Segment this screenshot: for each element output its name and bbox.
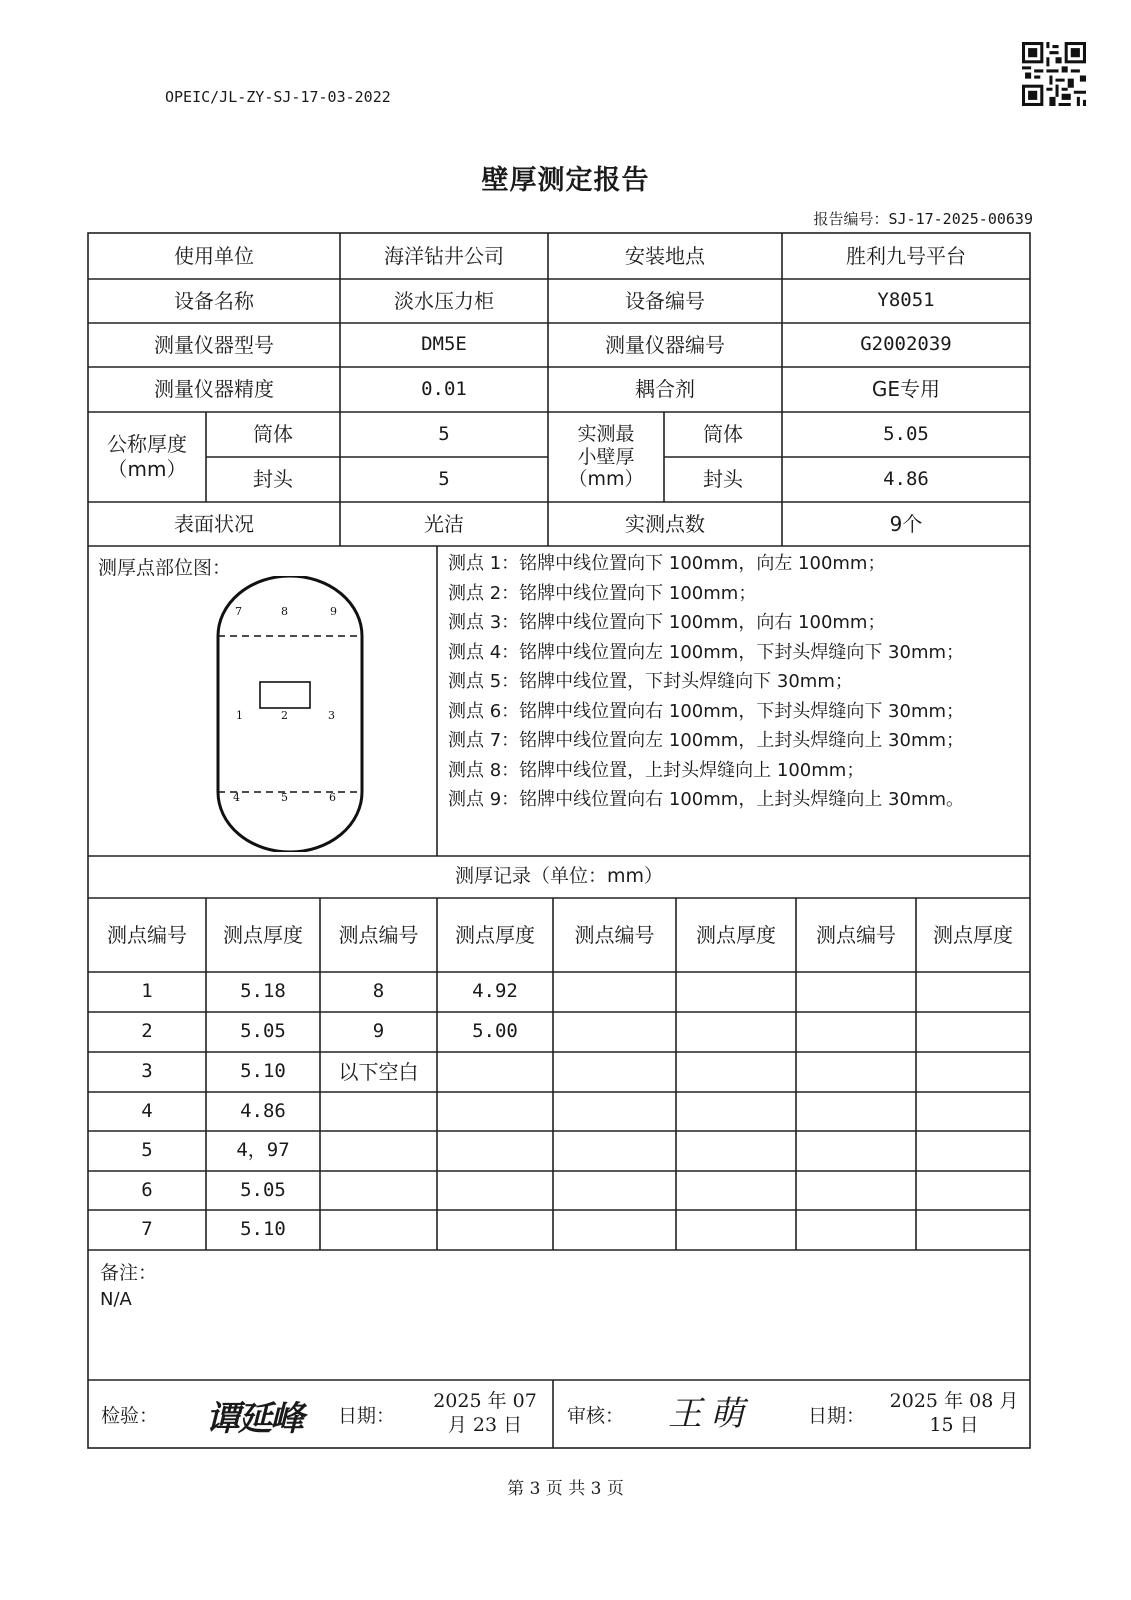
count-label: 实测点数: [625, 511, 705, 536]
table-cell: [916, 1052, 1030, 1092]
equipment-no-label: 设备编号: [625, 288, 705, 313]
table-cell: [553, 1052, 676, 1092]
table-cell: [437, 1092, 553, 1131]
inspect-date-line1: 2025 年 07: [433, 1390, 537, 1413]
equipment-value: 淡水压力柜: [394, 288, 494, 313]
point-description: 测点 2：铭牌中线位置向下 100mm；: [448, 582, 757, 604]
surface-label: 表面状况: [174, 511, 254, 536]
table-cell: 5.10: [240, 1060, 286, 1083]
report-number-label: 报告编号：: [813, 210, 889, 228]
point-2-marker: 2: [281, 709, 288, 722]
table-cell: [437, 1052, 553, 1092]
table-cell: [796, 1012, 916, 1052]
inspector-signature: 谭延峰: [206, 1399, 302, 1439]
table-cell: [916, 1131, 1030, 1171]
precision-label: 测量仪器精度: [154, 377, 274, 401]
table-header-cell: 测点厚度: [933, 922, 1013, 947]
min-head-value: 4.86: [883, 467, 929, 490]
review-date-line1: 2025 年 08 月: [889, 1390, 1019, 1413]
table-cell: 3: [141, 1060, 153, 1083]
point-6-marker: 6: [329, 791, 336, 804]
table-cell: 7: [141, 1218, 153, 1241]
record-title: 测厚记录（单位：mm）: [454, 865, 664, 888]
point-3-marker: 3: [328, 709, 335, 722]
min-label-line3: （mm）: [568, 468, 644, 491]
table-cell: [796, 1171, 916, 1210]
table-cell: [916, 1210, 1030, 1250]
table-cell: 2: [141, 1020, 153, 1043]
table-cell: [796, 1210, 916, 1250]
table-cell: 9: [372, 1020, 385, 1043]
table-cell: [437, 1171, 553, 1210]
table-cell: [676, 1171, 796, 1210]
instrument-model-value: DM5E: [421, 333, 467, 356]
document-code: OPEIC/JL-ZY-SJ-17-03-2022: [165, 88, 391, 106]
point-9-marker: 9: [330, 605, 337, 618]
table-header-cell: 测点编号: [574, 922, 655, 947]
nominal-head-value: 5: [438, 467, 450, 490]
couplant-label: 耦合剂: [635, 377, 695, 401]
point-5-marker: 5: [281, 791, 288, 804]
table-cell: [553, 1131, 676, 1171]
table-header-cell: 测点编号: [338, 922, 419, 947]
table-cell: 8: [372, 980, 385, 1003]
review-date-label: 日期：: [808, 1405, 866, 1427]
table-cell: [676, 1052, 796, 1092]
inspect-date-line2: 月 23 日: [447, 1414, 523, 1436]
diagram-label: 测厚点部位图：: [98, 557, 232, 579]
table-cell: 1: [141, 980, 153, 1003]
table-cell: 4.92: [472, 980, 518, 1003]
table-cell: 5.10: [240, 1218, 286, 1241]
table-cell: [916, 972, 1030, 1012]
reviewer-signature: 王萌: [668, 1394, 752, 1434]
table-cell: [676, 1210, 796, 1250]
point-8-marker: 8: [281, 605, 288, 618]
nominal-head-label: 封头: [253, 467, 293, 491]
table-cell: [676, 972, 796, 1012]
point-description: 测点 1：铭牌中线位置向下 100mm，向左 100mm；: [448, 553, 886, 574]
nameplate: [260, 682, 310, 708]
inspect-date: [420, 1382, 550, 1446]
point-description: 测点 6：铭牌中线位置向右 100mm，下封头焊缝向下 30mm；: [448, 700, 965, 722]
min-label-line1: 实测最: [577, 422, 635, 445]
table-cell: [916, 1012, 1030, 1052]
precision-value: 0.01: [421, 377, 467, 400]
inspect-date-label: 日期：: [338, 1405, 396, 1427]
inspector-label: 检验：: [101, 1405, 159, 1427]
nominal-shell-label: 筒体: [253, 422, 293, 446]
table-header-cell: 测点编号: [816, 922, 896, 947]
table-cell: [320, 1210, 437, 1250]
page-footer: 第 3 页 共 3 页: [507, 1479, 624, 1499]
location-label: 安装地点: [625, 243, 705, 268]
point-description: 测点 3：铭牌中线位置向下 100mm，向右 100mm；: [448, 612, 886, 633]
review-date: [880, 1382, 1028, 1446]
table-header-cell: 测点编号: [107, 922, 187, 947]
table-cell: [553, 1171, 676, 1210]
table-cell: [676, 1092, 796, 1131]
table-cell: [916, 1171, 1030, 1210]
table-cell: 4.86: [240, 1099, 286, 1122]
table-cell: [796, 1131, 916, 1171]
point-4-marker: 4: [233, 791, 240, 804]
table-cell: [796, 972, 916, 1012]
table-cell: [437, 1210, 553, 1250]
reviewer-label: 审核：: [567, 1405, 625, 1427]
table-header-cell: 测点厚度: [455, 922, 535, 947]
nominal-thickness-label: [88, 412, 206, 502]
table-cell: [676, 1131, 796, 1171]
table-cell: [320, 1171, 437, 1210]
point-7-marker: 7: [235, 605, 242, 618]
table-cell: [553, 1092, 676, 1131]
table-cell: [796, 1092, 916, 1131]
location-value: 胜利九号平台: [846, 243, 966, 268]
instrument-model-label: 测量仪器型号: [154, 332, 274, 357]
nominal-label-line2: （mm）: [107, 457, 187, 481]
report-number-value: SJ-17-2025-00639: [888, 210, 1033, 228]
user-label: 使用单位: [174, 243, 254, 268]
table-cell: [676, 1012, 796, 1052]
table-cell: [553, 1210, 676, 1250]
table-cell: 4: [141, 1099, 153, 1122]
point-1-marker: 1: [236, 709, 243, 722]
table-cell: 5.18: [240, 980, 286, 1003]
table-cell: [553, 1012, 676, 1052]
table-cell: 5.00: [472, 1020, 518, 1043]
min-label-line2: 小壁厚: [577, 445, 635, 468]
instrument-no-label: 测量仪器编号: [605, 332, 725, 357]
point-description: 测点 4：铭牌中线位置向左 100mm，下封头焊缝向下 30mm；: [448, 641, 965, 663]
review-date-line2: 15 日: [929, 1414, 979, 1436]
table-cell: [437, 1131, 553, 1171]
table-cell: 5.05: [240, 1020, 286, 1043]
table-cell: [320, 1092, 437, 1131]
table-cell: [553, 972, 676, 1012]
remarks-label: 备注：: [100, 1262, 158, 1284]
vessel-diagram: [200, 576, 380, 852]
point-description: 测点 5：铭牌中线位置，下封头焊缝向下 30mm；: [448, 671, 853, 692]
table-cell: 5: [141, 1139, 153, 1162]
equipment-no-value: Y8051: [877, 289, 935, 312]
point-descriptions: [448, 549, 1038, 815]
table-cell: [916, 1092, 1030, 1131]
table-cell: [796, 1052, 916, 1092]
nominal-label-line1: 公称厚度: [107, 432, 187, 456]
point-description: 测点 9：铭牌中线位置向右 100mm，上封头焊缝向上 30mm。: [448, 789, 965, 810]
table-header-cell: 测点厚度: [696, 922, 776, 947]
table-cell: [320, 1131, 437, 1171]
table-header-cell: 测点厚度: [223, 922, 303, 947]
min-head-label: 封头: [703, 467, 743, 491]
couplant-value: GE专用: [871, 377, 941, 401]
instrument-no-value: G2002039: [860, 333, 952, 356]
point-description: 测点 8：铭牌中线位置，上封头焊缝向上 100mm；: [448, 759, 865, 781]
table-cell: 以下空白: [338, 1059, 419, 1084]
equipment-label: 设备名称: [174, 288, 254, 313]
user-value: 海洋钻井公司: [384, 243, 504, 268]
remarks-value: N/A: [100, 1289, 132, 1310]
table-cell: 6: [141, 1178, 153, 1201]
count-value: 9个: [889, 511, 923, 536]
point-description: 测点 7：铭牌中线位置向左 100mm，上封头焊缝向上 30mm；: [448, 730, 965, 751]
page-title: 壁厚测定报告: [481, 165, 650, 196]
min-shell-label: 筒体: [703, 422, 743, 446]
min-thickness-label: [548, 412, 664, 502]
min-shell-value: 5.05: [883, 422, 929, 445]
table-cell: 5.05: [240, 1178, 286, 1201]
surface-value: 光洁: [424, 511, 464, 536]
table-cell: 4，97: [236, 1139, 290, 1162]
nominal-shell-value: 5: [438, 422, 450, 445]
